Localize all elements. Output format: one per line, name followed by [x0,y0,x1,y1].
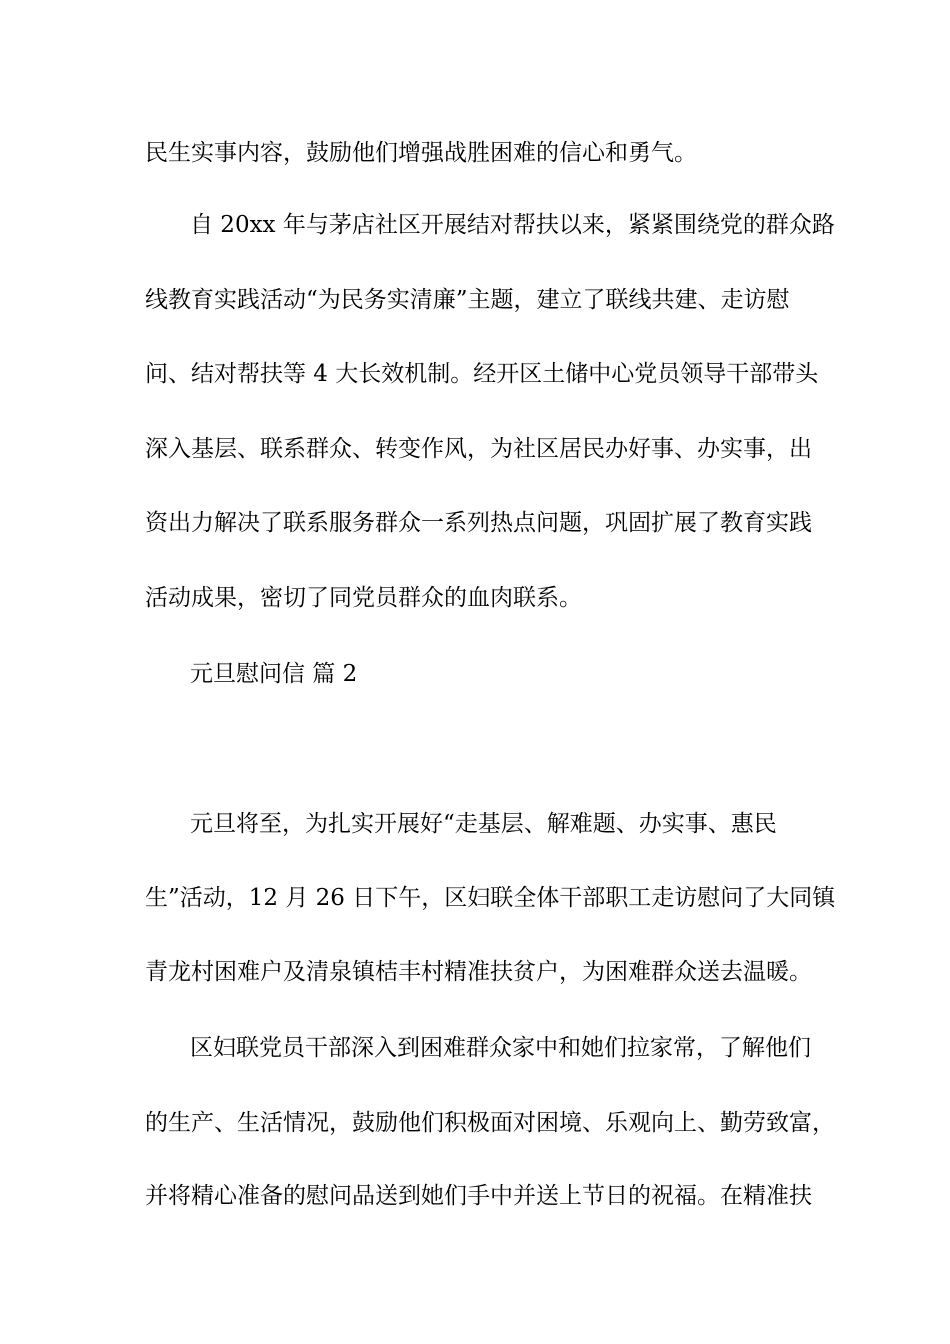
paragraph-line: 深入基层、联系群众、转变作风，为社区居民办好事、办实事，出 [145,436,812,462]
paragraph-line: 活动成果，密切了同党员群众的血肉联系。 [145,585,582,611]
paragraph-line: 元旦将至，为扎实开展好“走基层、解难题、办实事、惠民 [190,811,777,837]
paragraph-line: 并将精心准备的慰问品送到她们手中并送上节日的祝福。在精准扶 [145,1183,812,1209]
paragraph-line: 区妇联党员干部深入到困难群众家中和她们拉家常，了解他们 [190,1035,811,1061]
paragraph-line: 自 20xx 年与茅店社区开展结对帮扶以来，紧紧围绕党的群众路 [190,212,835,238]
paragraph-line: 问、结对帮扶等 4 大长效机制。经开区土储中心党员领导干部带头 [145,361,819,387]
paragraph-line: 的生产、生活情况，鼓励他们积极面对困境、乐观向上、勤劳致富， [145,1110,835,1136]
paragraph-line: 青龙村困难户及清泉镇桔丰村精准扶贫户，为困难群众送去温暖。 [145,959,812,985]
paragraph-line: 生”活动，12 月 26 日下午，区妇联全体干部职工走访慰问了大同镇 [145,885,836,911]
paragraph-line: 资出力解决了联系服务群众一系列热点问题，巩固扩展了教育实践 [145,510,812,536]
paragraph-line: 民生实事内容，鼓励他们增强战胜困难的信心和勇气。 [145,140,697,166]
paragraph-line: 线教育实践活动“为民务实清廉”主题，建立了联线共建、走访慰 [145,287,790,313]
section-heading: 元旦慰问信 篇 2 [190,661,358,687]
